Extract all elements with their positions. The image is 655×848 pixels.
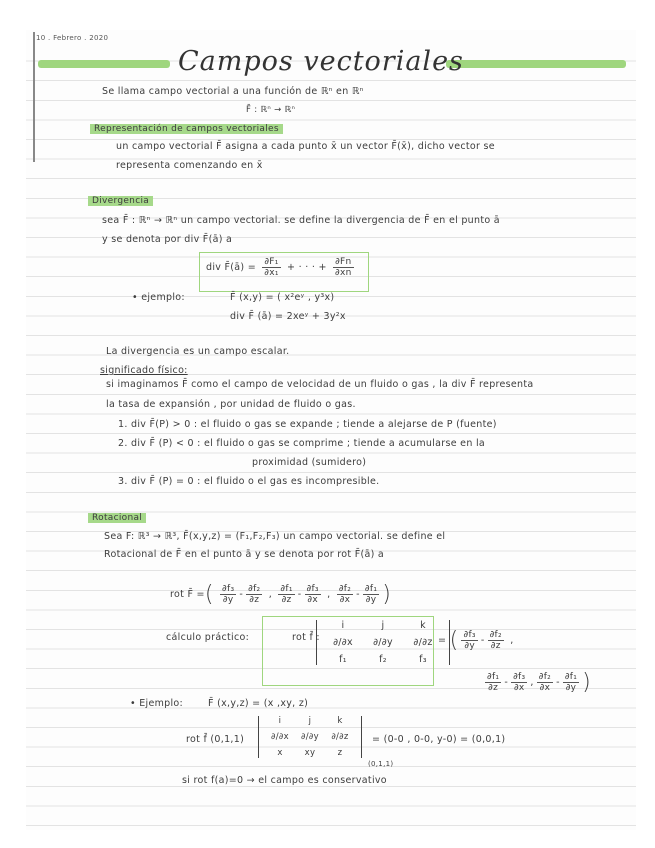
formula-lhs: div F̄(ā) = [206, 262, 256, 273]
subheading-physical: significado físico: [100, 365, 188, 376]
text-line: La divergencia es un campo escalar. [106, 346, 290, 357]
curl-result-1: = ( $\frac{\text{∂f₃}}{\partial y}$ - $\frac{\text{∂f₂}}{\partial z}$ , [438, 628, 514, 653]
list-item: 1. div F̄(P) > 0 : el fluido o gas se expande ; tiende a alejarse de P (fuente) [118, 419, 497, 430]
intro-formula: F̄ : ℝⁿ → ℝⁿ [246, 105, 296, 115]
example-function: F̄ (x,y) = ( x²eʸ , y³x) [230, 292, 335, 303]
fraction: $\frac{\text{∂F₁}}{\text{∂x₁}}$ [264, 257, 279, 278]
example-determinant: i j k ∂/∂x ∂/∂y ∂/∂z x xy z [258, 716, 362, 758]
list-item-continued: proximidad (sumidero) [252, 457, 367, 468]
title-highlight-left [38, 60, 170, 68]
curl-formula: rot F̄ =( $\frac{\text{∂f₃}}{\partial y}$ - $\frac{\text{∂f₂}}{\partial z}$ , $\frac{\text{∂f₁}}{\partial z}$ - $\frac{\text{∂f₃}}{\partial x}$ , $\frac{\text{∂f₂}}{\partial x}$ - $\frac{\text{∂f₁}}{\partial y}$ ) [170, 582, 392, 607]
example-rot: rot f̄ (0,1,1) [186, 734, 245, 745]
determinant: i j k ∂/∂x ∂/∂y ∂/∂z f₁ f₂ f₃ [316, 620, 450, 665]
section-heading-rotacional: Rotacional [88, 513, 146, 523]
date: 10 . Febrero . 2020 [36, 34, 109, 42]
text-line: si imaginamos F̄ como el campo de velocidad de un fluido o gas , la div F̄ representa [106, 379, 534, 390]
dots: + · · · + [287, 262, 327, 273]
page-title: Campos vectoriales [178, 46, 464, 77]
fraction: $\frac{\partial Fn}{\partial xn}$ [335, 257, 352, 278]
list-item: 2. div F̄ (P) < 0 : el fluido o gas se comprime ; tiende a acumularse en la [118, 438, 486, 449]
rot-f-label: rot f̄ : [292, 632, 320, 643]
curl-result-2: $\frac{\text{∂f₁}}{\partial z}$ - $\frac{\text{∂f₃}}{\partial x}$ , $\frac{\text{∂f₂}}{\partial x}$ - $\frac{\text{∂f₁}}{\partial y}$ ) [487, 670, 592, 695]
text-line: representa comenzando en x̄ [116, 160, 263, 171]
list-item: 3. div F̄ (P) = 0 : el fluido o el gas es incompresible. [118, 476, 380, 487]
section-heading-representacion: Representación de campos vectoriales [90, 124, 283, 134]
divergence-formula [206, 257, 357, 278]
text-line: la tasa de expansión , por unidad de fluido o gas. [106, 399, 356, 410]
example-label: • Ejemplo: [130, 698, 184, 709]
example-result: = (0-0 , 0-0, y-0) = (0,0,1) [372, 734, 506, 745]
evaluation-point: (0,1,1) [368, 760, 394, 768]
section-heading-divergencia: Divergencia [88, 196, 153, 206]
text-line: Sea F: ℝ³ → ℝ³, F̄(x,y,z) = (F₁,F₂,F₃) un campo vectorial. se define el [104, 531, 446, 542]
example-function: F̄ (x,y,z) = (x ,xy, z) [208, 698, 309, 709]
text-line: Rotacional de F̄ en el punto ā y se denota por rot F̄(ā) a [104, 549, 385, 560]
intro-line: Se llama campo vectorial a una función de ℝⁿ en ℝⁿ [102, 86, 364, 97]
practical-label: cálculo práctico: [166, 632, 250, 643]
text-line: sea F̄ : ℝⁿ → ℝⁿ un campo vectorial. se define la divergencia de F̄ en el punto ā [102, 215, 500, 226]
conservative-note: si rot f(a)=0 → el campo es conservativo [182, 775, 387, 786]
title-highlight-right [446, 60, 626, 68]
margin-line [33, 32, 35, 162]
example-label: • ejemplo: [132, 292, 185, 303]
example-divergence: div F̄ (ā) = 2xeʸ + 3y²x [230, 311, 346, 322]
text-line: y se denota por div F̄(ā) a [102, 234, 233, 245]
text-line: un campo vectorial F̄ asigna a cada punto x̄ un vector F̄(x̄), dicho vector se [116, 141, 495, 152]
